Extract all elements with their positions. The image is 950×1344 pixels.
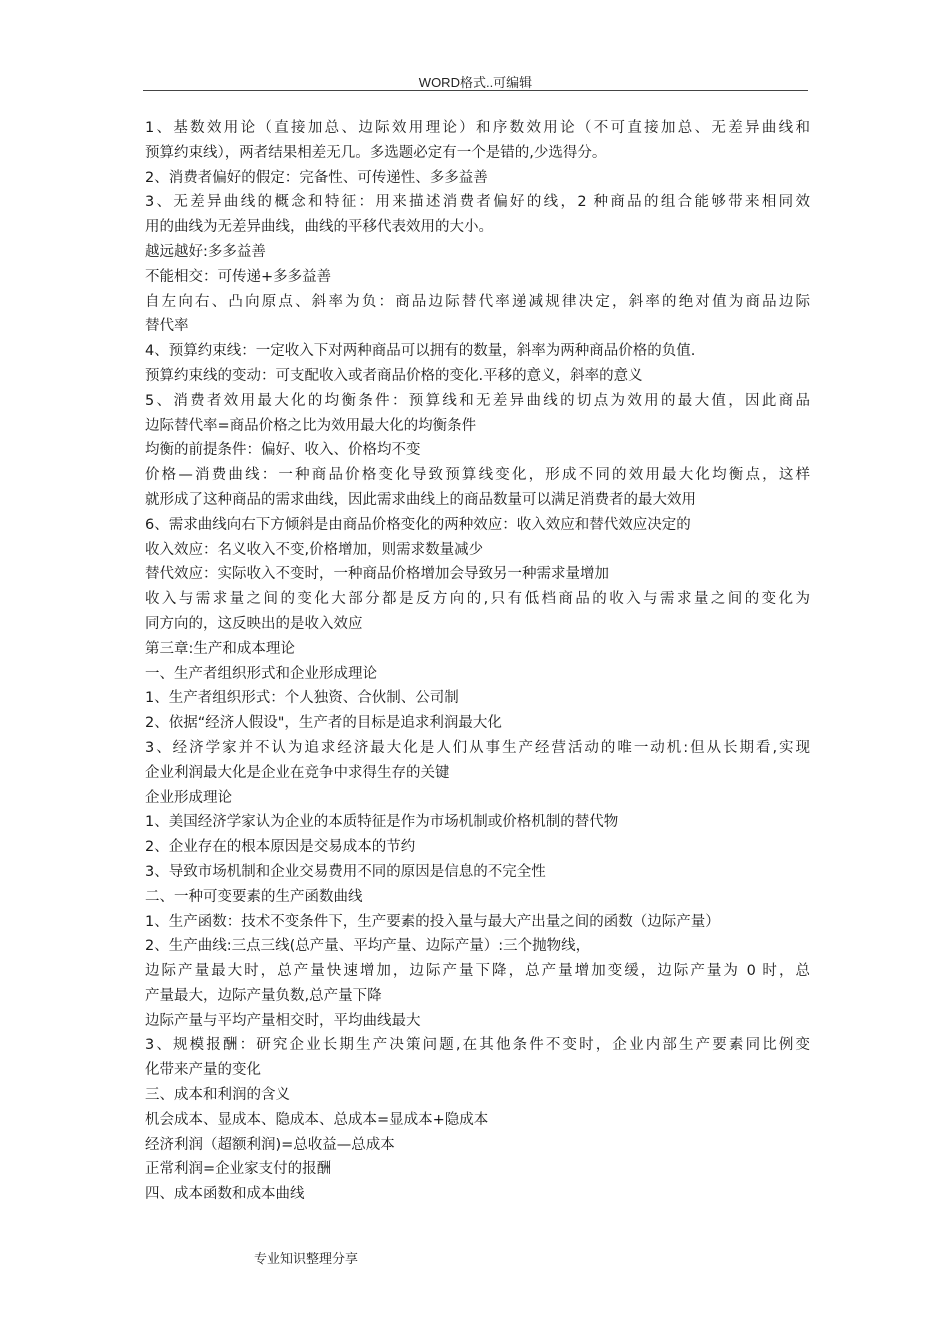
page-footer: 专业知识整理分享 — [254, 1252, 359, 1267]
text-line: 替代率 — [145, 318, 189, 335]
text-line: 均衡的前提条件：偏好、收入、价格均不变 — [145, 442, 421, 459]
text-line: 2、消费者偏好的假定：完备性、可传递性、多多益善 — [145, 169, 488, 186]
text-line: 3、导致市场机制和企业交易费用不同的原因是信息的不完全性 — [145, 863, 546, 880]
text-line: 2、依据“经济人假设"，生产者的目标是追求利润最大化 — [145, 715, 502, 732]
text-line: 就形成了这种商品的需求曲线，因此需求曲线上的商品数量可以满足消费者的最大效用 — [145, 491, 696, 508]
text-line: 1、生产者组织形式：个人独资、合伙制、公司制 — [145, 690, 459, 707]
text-line: 1、生产函数：技术不变条件下，生产要素的投入量与最大产出量之间的函数（边际产量） — [145, 913, 720, 930]
text-line: 4、预算约束线：一定收入下对两种商品可以拥有的数量，斜率为两种商品价格的负值. — [145, 343, 696, 360]
text-line: 同方向的，这反映出的是收入效应 — [145, 615, 363, 632]
text-line: 预算约束线），两者结果相差无几。多选题必定有一个是错的,少选得分。 — [145, 144, 607, 161]
text-line: 3、无差异曲线的概念和特征：用来描述消费者偏好的线，2 种商品的组合能够带来相同效 — [145, 194, 810, 211]
text-line: 用的曲线为无差异曲线，曲线的平移代表效用的大小。 — [145, 219, 493, 236]
text-line: 替代效应：实际收入不变时，一种商品价格增加会导致另一种需求量增加 — [145, 566, 609, 583]
section-heading: 二、一种可变要素的生产函数曲线 — [145, 888, 363, 905]
text-line: 经济利润（超额利润)=总收益—总成本 — [145, 1136, 395, 1153]
header-divider — [143, 90, 808, 91]
text-line: 1、基数效用论（直接加总、边际效用理论）和序数效用论（不可直接加总、无差异曲线和 — [145, 120, 810, 136]
text-line: 机会成本、显成本、隐成本、总成本=显成本+隐成本 — [145, 1111, 489, 1128]
text-line: 化带来产量的变化 — [145, 1062, 261, 1079]
text-line: 产量最大，边际产量负数,总产量下降 — [145, 987, 382, 1004]
text-line: 不能相交：可传递+多多益善 — [145, 268, 332, 285]
text-line: 边际产量最大时，总产量快速增加，边际产量下降，总产量增加变缓，边际产量为 0 时，总 — [145, 963, 810, 980]
section-heading: 企业形成理论 — [145, 789, 232, 806]
text-line: 越远越好:多多益善 — [145, 243, 266, 260]
section-heading: 四、成本函数和成本曲线 — [145, 1186, 305, 1203]
text-line: 3、经济学家并不认为追求经济最大化是人们从事生产经营活动的唯一动机:但从长期看,实现 — [145, 739, 810, 756]
text-line: 2、生产曲线:三点三线(总产量、平均产量、边际产量）:三个抛物线， — [145, 938, 591, 955]
text-line: 边际产量与平均产量相交时，平均曲线最大 — [145, 1012, 421, 1029]
text-line: 预算约束线的变动：可支配收入或者商品价格的变化.平移的意义，斜率的意义 — [145, 367, 643, 384]
text-line: 1、美国经济学家认为企业的本质特征是作为市场机制或价格机制的替代物 — [145, 814, 619, 831]
text-line: 正常利润=企业家支付的报酬 — [145, 1161, 332, 1178]
text-line: 收入效应：名义收入不变,价格增加，则需求数量减少 — [145, 541, 484, 558]
text-line: 价格—消费曲线：一种商品价格变化导致预算线变化，形成不同的效用最大化均衡点，这样 — [145, 467, 810, 484]
section-heading: 三、成本和利润的含义 — [145, 1087, 290, 1104]
document-body — [145, 116, 810, 1207]
section-heading: 一、生产者组织形式和企业形成理论 — [145, 665, 377, 682]
text-line: 收入与需求量之间的变化大部分都是反方向的,只有低档商品的收入与需求量之间的变化为 — [145, 591, 810, 608]
text-line: 5、消费者效用最大化的均衡条件：预算线和无差异曲线的切点为效用的最大值，因此商品 — [145, 392, 810, 409]
text-line: 自左向右、凸向原点、斜率为负：商品边际替代率递减规律决定，斜率的绝对值为商品边际 — [145, 293, 810, 310]
text-line: 边际替代率=商品价格之比为效用最大化的均衡条件 — [145, 417, 477, 434]
section-heading: 第三章:生产和成本理论 — [145, 640, 295, 657]
text-line: 3、规模报酬：研究企业长期生产决策问题,在其他条件不变时，企业内部生产要素同比例变 — [145, 1037, 810, 1054]
text-line: 企业利润最大化是企业在竞争中求得生存的关键 — [145, 764, 450, 781]
text-line: 6、需求曲线向右下方倾斜是由商品价格变化的两种效应：收入效应和替代效应决定的 — [145, 516, 691, 533]
page-header: WORD格式..可编辑 — [418, 75, 533, 90]
text-line: 2、企业存在的根本原因是交易成本的节约 — [145, 839, 416, 856]
